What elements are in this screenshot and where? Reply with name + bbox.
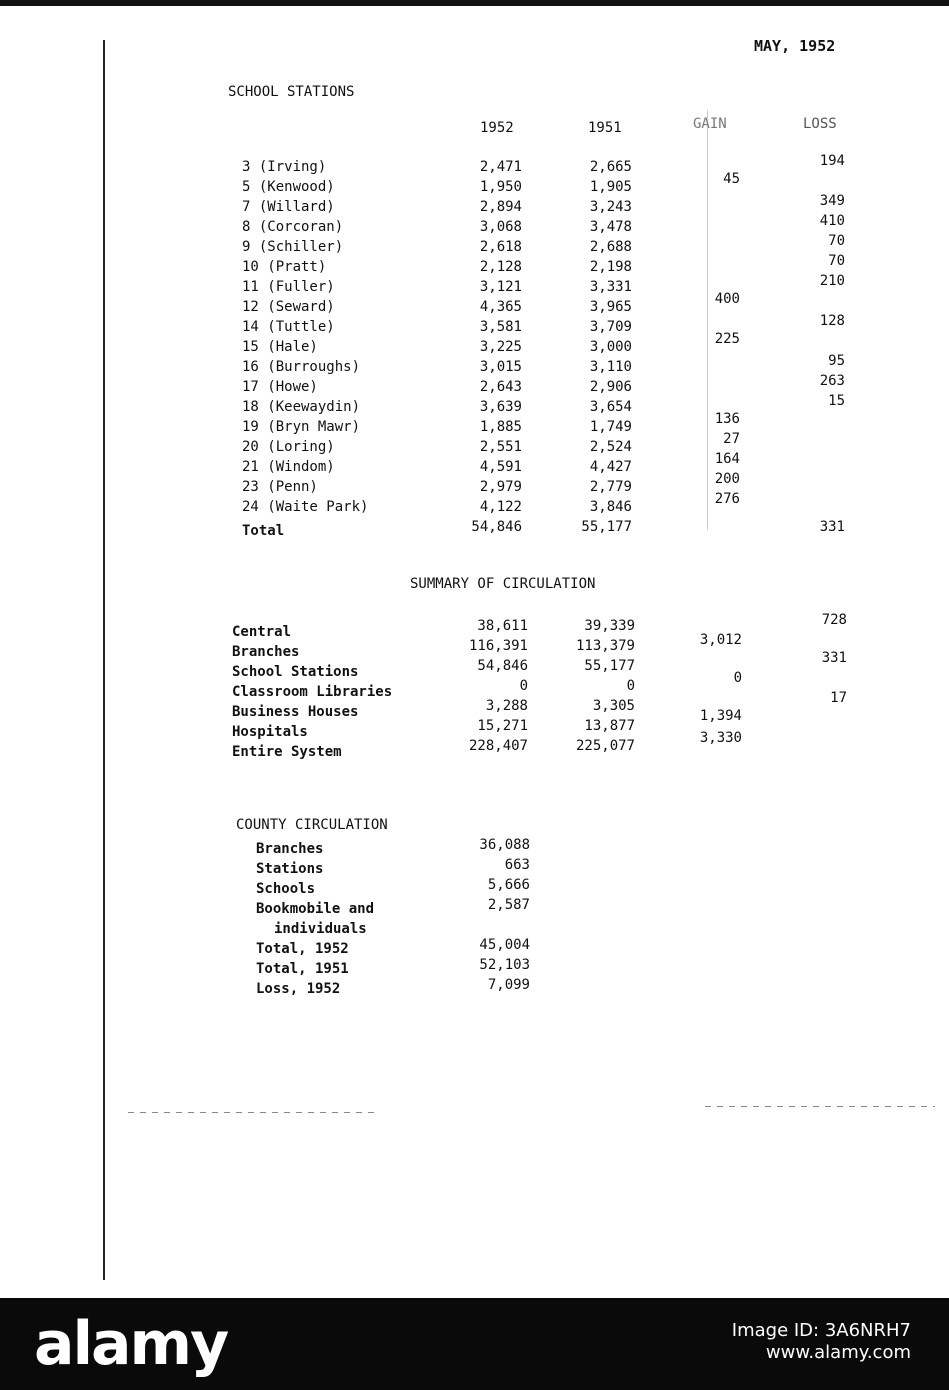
station-1952: 2,551 [479,439,522,455]
col-header-1951: 1951 [588,120,622,136]
station-1952: 2,894 [479,199,522,215]
station-label: 18 (Keewaydin) [242,399,361,415]
station-label: 16 (Burroughs) [242,359,361,375]
summary-label: Branches [232,644,300,660]
county-label: Loss, 1952 [256,981,341,997]
station-1952: 2,128 [479,259,522,275]
station-1951: 3,846 [589,499,632,515]
county-value: 36,088 [479,837,530,853]
station-1951: 3,654 [589,399,632,415]
station-loss: 128 [819,313,845,329]
county-label: individuals [274,921,367,937]
margin-line [103,40,105,1280]
summary-gain: 3,012 [699,632,742,648]
station-loss: 263 [819,373,845,389]
summary-1951: 0 [626,678,635,694]
station-gain: 45 [723,171,740,187]
summary-1952: 38,611 [477,618,528,634]
county-value: 7,099 [487,977,530,993]
station-1952: 2,471 [479,159,522,175]
county-label: Total, 1952 [256,941,349,957]
station-loss: 349 [819,193,845,209]
summary-label: Entire System [232,744,342,760]
station-1952: 4,591 [479,459,522,475]
summary-loss: 331 [821,650,847,666]
summary-1951: 13,877 [584,718,635,734]
station-1951: 2,688 [589,239,632,255]
county-label: Branches [256,841,324,857]
station-1952: 2,643 [479,379,522,395]
station-total-label: Total [242,523,285,539]
station-gain: 136 [714,411,740,427]
station-1951: 3,478 [589,219,632,235]
dashed-rule-right [705,1106,935,1107]
station-loss: 70 [828,233,845,249]
station-label: 5 (Kenwood) [242,179,335,195]
station-label: 3 (Irving) [242,159,327,175]
county-label: Stations [256,861,324,877]
station-label: 20 (Loring) [242,439,335,455]
station-1952: 1,950 [479,179,522,195]
station-1951: 3,709 [589,319,632,335]
station-label: 14 (Tuttle) [242,319,335,335]
summary-label: Business Houses [232,704,359,720]
station-gain: 400 [714,291,740,307]
station-total-loss: 331 [819,519,845,535]
station-total-1951: 55,177 [581,519,632,535]
station-1952: 3,121 [479,279,522,295]
station-loss: 210 [819,273,845,289]
station-loss: 410 [819,213,845,229]
county-value: 45,004 [479,937,530,953]
station-gain: 27 [723,431,740,447]
station-1951: 2,524 [589,439,632,455]
station-label: 9 (Schiller) [242,239,344,255]
watermark-footer [0,1298,949,1390]
station-label: 19 (Bryn Mawr) [242,419,361,435]
station-1951: 3,110 [589,359,632,375]
county-title: COUNTY CIRCULATION [236,817,388,833]
dashed-rule-left [128,1112,378,1113]
summary-1951: 55,177 [584,658,635,674]
brand-logo: alamy [34,1309,228,1379]
station-1952: 4,122 [479,499,522,515]
station-label: 7 (Willard) [242,199,335,215]
station-1951: 3,000 [589,339,632,355]
county-value: 5,666 [487,877,530,893]
station-label: 24 (Waite Park) [242,499,369,515]
footer-id [732,1320,911,1364]
summary-gain: 3,330 [699,730,742,746]
station-1951: 4,427 [589,459,632,475]
station-loss: 194 [819,153,845,169]
summary-1951: 113,379 [575,638,635,654]
station-loss: 15 [828,393,845,409]
county-value: 2,587 [487,897,530,913]
summary-title: SUMMARY OF CIRCULATION [410,576,596,592]
station-label: 21 (Windom) [242,459,335,475]
station-label: 11 (Fuller) [242,279,335,295]
summary-loss: 17 [830,690,847,706]
col-header-gain: GAIN [693,116,727,132]
county-value: 52,103 [479,957,530,973]
station-1951: 1,749 [589,419,632,435]
county-label: Bookmobile and [256,901,375,917]
summary-1951: 225,077 [575,738,635,754]
station-1951: 2,906 [589,379,632,395]
station-label: 15 (Hale) [242,339,318,355]
col-header-loss: LOSS [803,116,837,132]
summary-label: Classroom Libraries [232,684,393,700]
station-1951: 2,665 [589,159,632,175]
top-edge-line [0,0,949,6]
station-1951: 3,243 [589,199,632,215]
website-text: www.alamy.com [765,1342,911,1363]
station-loss: 70 [828,253,845,269]
county-value: 663 [504,857,530,873]
summary-1952: 0 [519,678,528,694]
station-1952: 2,618 [479,239,522,255]
document-date: MAY, 1952 [754,37,836,55]
summary-1952: 54,846 [477,658,528,674]
school-stations-title: SCHOOL STATIONS [228,84,355,100]
summary-gain: 1,394 [699,708,742,724]
county-label: Total, 1951 [256,961,349,977]
station-loss: 95 [828,353,845,369]
station-gain: 225 [714,331,740,347]
station-label: 8 (Corcoran) [242,219,344,235]
station-1952: 3,225 [479,339,522,355]
summary-1952: 15,271 [477,718,528,734]
station-1952: 3,639 [479,399,522,415]
station-1951: 1,905 [589,179,632,195]
summary-1952: 116,391 [468,638,528,654]
col-header-1952: 1952 [480,120,514,136]
summary-loss: 728 [821,612,847,628]
station-1952: 3,581 [479,319,522,335]
station-label: 17 (Howe) [242,379,318,395]
station-1952: 3,015 [479,359,522,375]
station-1952: 1,885 [479,419,522,435]
station-label: 23 (Penn) [242,479,318,495]
summary-1952: 3,288 [485,698,528,714]
summary-gain: 0 [733,670,742,686]
summary-1952: 228,407 [468,738,528,754]
summary-label: School Stations [232,664,359,680]
summary-label: Central [232,624,292,640]
station-1952: 3,068 [479,219,522,235]
station-1952: 2,979 [479,479,522,495]
station-1952: 4,365 [479,299,522,315]
station-gain: 200 [714,471,740,487]
station-label: 10 (Pratt) [242,259,327,275]
station-1951: 2,779 [589,479,632,495]
station-gain: 164 [714,451,740,467]
summary-label: Hospitals [232,724,308,740]
station-1951: 3,965 [589,299,632,315]
station-1951: 2,198 [589,259,632,275]
station-gain: 276 [714,491,740,507]
summary-1951: 39,339 [584,618,635,634]
county-label: Schools [256,881,316,897]
summary-1951: 3,305 [592,698,635,714]
station-1951: 3,331 [589,279,632,295]
station-label: 12 (Seward) [242,299,335,315]
station-total-1952: 54,846 [471,519,522,535]
image-id-text: Image ID: 3A6NRH7 [731,1320,911,1341]
